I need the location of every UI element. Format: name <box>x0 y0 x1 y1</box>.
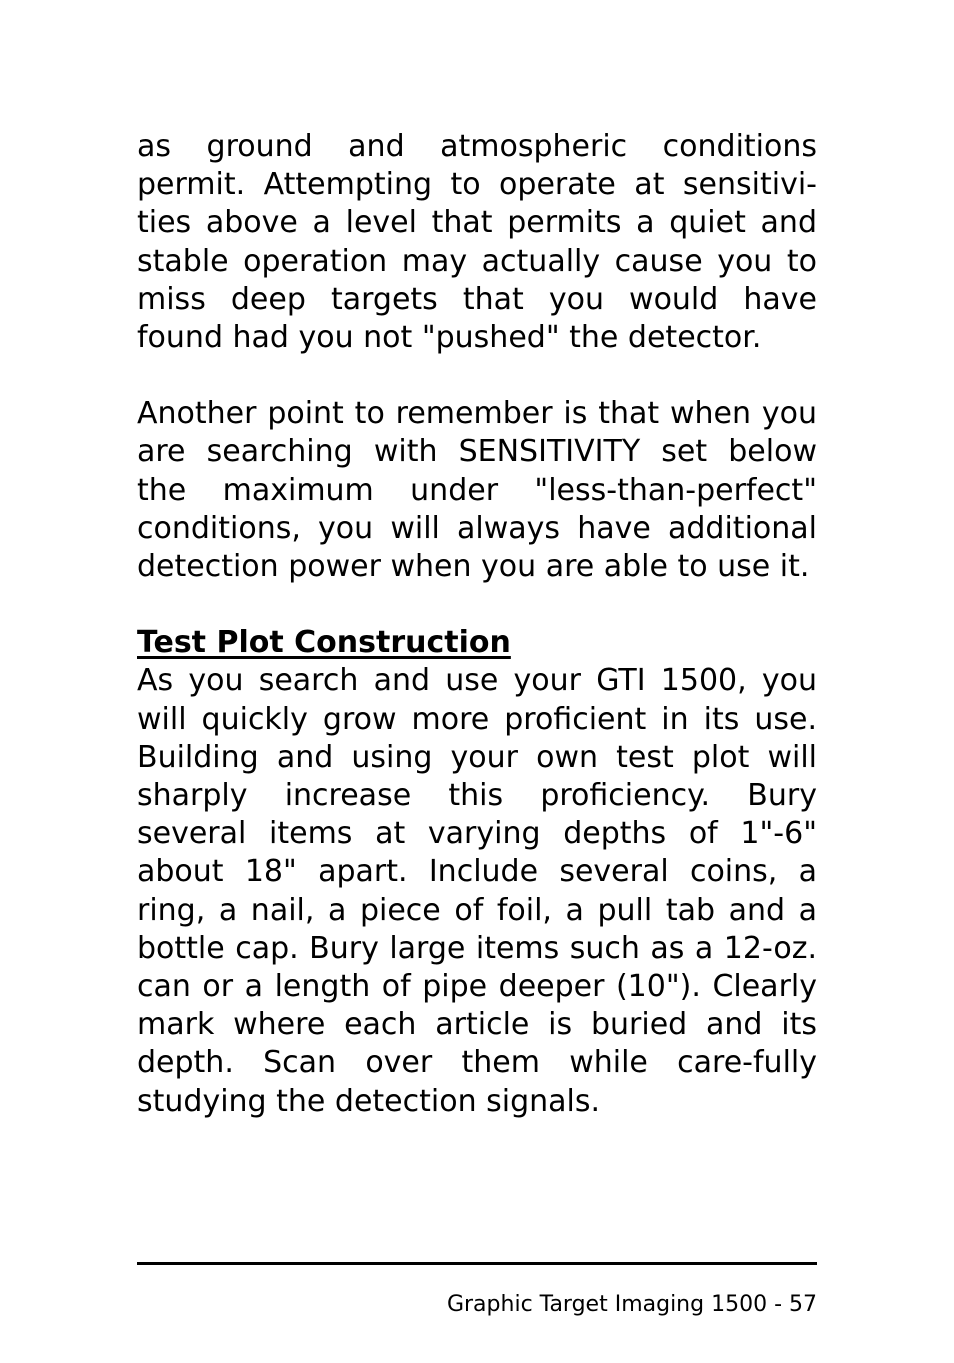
paragraph-detection-power: Another point to remember is that when you are searching with SENSITIVITY set below the maximum under "less-than-perfect" conditions, you will always have additional detection power when you are able to use it. <box>137 396 817 585</box>
paragraph-spacer <box>137 586 817 624</box>
page-body <box>137 128 817 1121</box>
section-heading-test-plot: Test Plot Construction <box>137 625 511 661</box>
footer-divider <box>137 1262 817 1265</box>
paragraph-test-plot: As you search and use your GTI 1500, you will quickly grow more proficient in its use. Building and using your own test plot will sharply increase this proficiency. Bury several items at varying depths of 1"-6" about 18" apart. Include several coins, a ring, a nail, a piece of foil, a pull tab and a bottle cap. Bury large items such as a 12-oz. can or a length of pipe deeper (10"). Clearly mark where each article is buried and its depth. Scan over them while care-fully studying the detection signals. <box>137 663 817 1119</box>
page-footer: Graphic Target Imaging 1500 - 57 <box>446 1292 817 1317</box>
paragraph-spacer <box>137 357 817 395</box>
paragraph-sensitivity-conditions: as ground and atmospheric conditions permit. Attempting to operate at sensitivi-ties above a level that permits a quiet and stable operation may actually cause you to miss deep targets that you would have found had you not "pushed" the detector. <box>137 129 817 356</box>
